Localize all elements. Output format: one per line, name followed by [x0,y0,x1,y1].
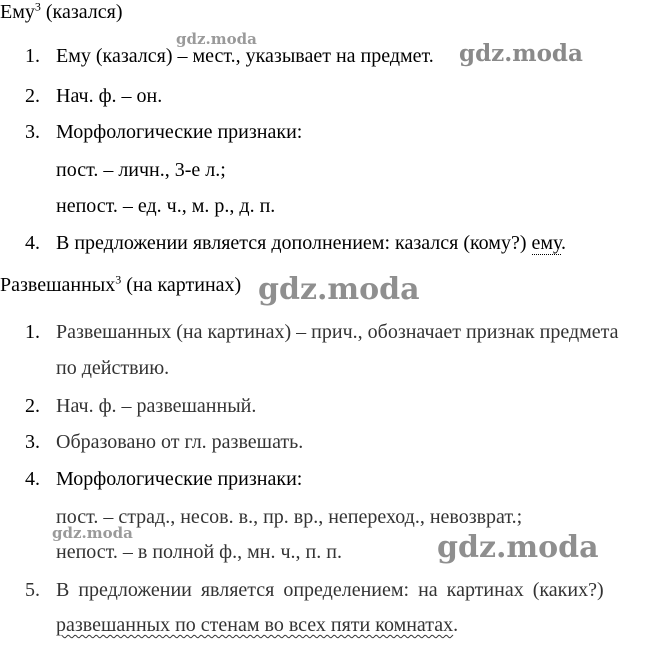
item-number: 1. [25,45,40,67]
item-text: пост. – личн., 3-е л.; [56,159,226,181]
heading-superscript: 3 [115,272,122,287]
item-text: Ему (казался) – мест., указывает на предмет. [56,45,434,67]
watermark-logo: gdz.moda [52,524,133,542]
item-text [56,231,566,255]
heading-word: Развешанных [0,274,116,296]
item-text [56,613,458,637]
underlined-word: ему [531,232,562,254]
item-text: непост. – ед. ч., м. р., д. п. [56,195,276,217]
item-text: Образовано от гл. развешать. [56,431,304,453]
heading-superscript: 3 [34,0,41,14]
watermark-logo: gdz.moda [437,530,599,565]
item-text-after: . [453,614,459,636]
item-number: 3. [25,121,40,143]
heading-razveshannykh [0,273,241,297]
item-text: Нач. ф. – он. [56,85,163,107]
heading-rest: (казался) [40,1,123,23]
item-text: непост. – в полной ф., мн. ч., п. п. [56,541,342,563]
heading-emu [0,0,123,24]
item-text-before: В предложении является дополнением: казался (кому?) [56,232,532,254]
item-text: В предложении является определением: на картинах (каких?) [56,579,604,601]
heading-rest: (на картинах) [121,274,242,296]
watermark-logo: gdz.moda [258,272,420,307]
heading-word: Ему [0,1,35,23]
item-number: 3. [25,431,40,453]
item-text: Морфологические признаки: [56,121,303,143]
item-text-after: . [561,232,567,254]
item-text: пост. – страд., несов. в., пр. вр., непереход., невозврат.; [56,506,523,528]
item-number: 4. [25,232,40,254]
item-number: 1. [25,321,40,343]
item-text: Развешанных (на картинах) – прич., обозначает признак предмета [56,321,619,343]
item-text: Нач. ф. – развешанный. [56,395,257,417]
item-text: по действию. [56,357,170,379]
underlined-phrase: развешанных по стенам во всех пяти комнатах [56,614,454,636]
item-number: 2. [25,85,40,107]
watermark-logo: gdz.moda [459,40,583,67]
item-text: Морфологические признаки: [56,468,303,490]
item-number: 2. [25,395,40,417]
item-number: 4. [25,468,40,490]
item-number: 5. [25,579,40,601]
watermark-logo: gdz.moda [176,30,257,48]
